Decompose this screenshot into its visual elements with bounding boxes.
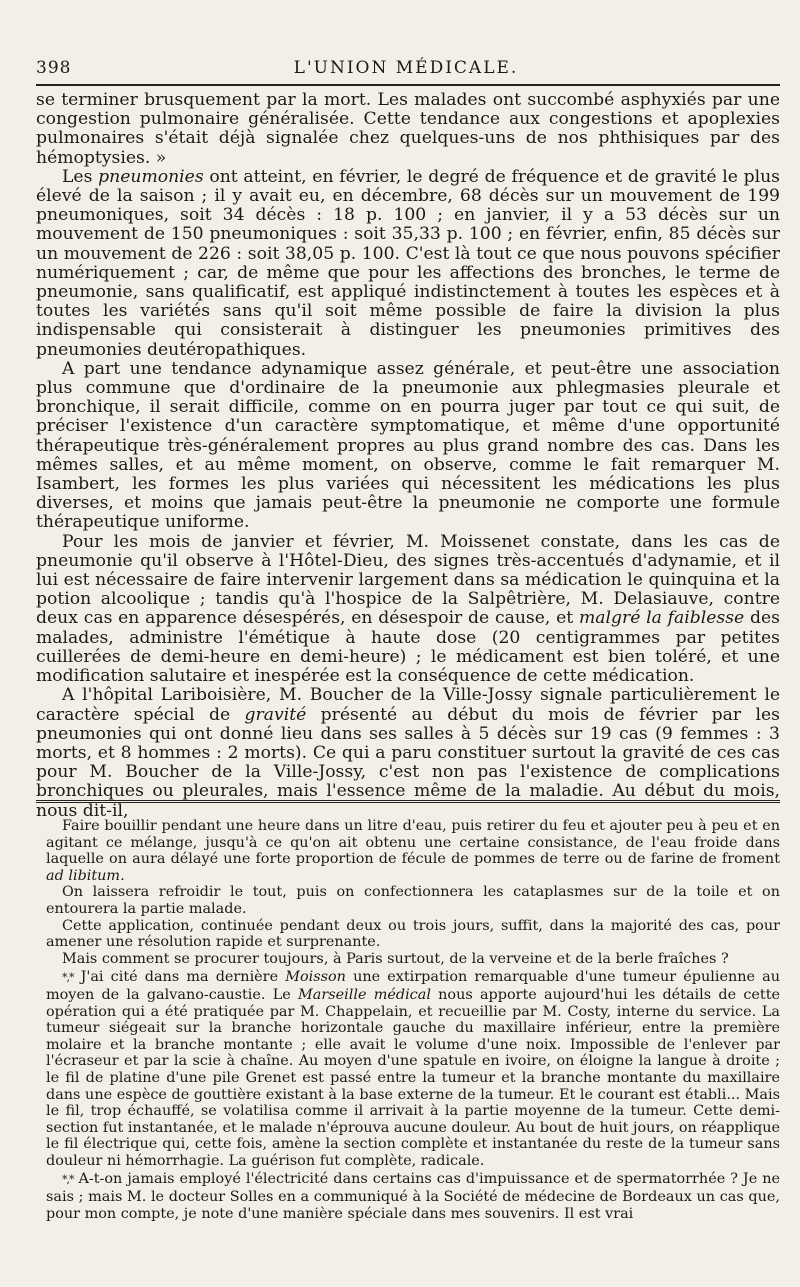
- journal-title: L'UNION MÉDICALE.: [293, 58, 519, 78]
- note-5: [46, 969, 780, 1169]
- header-rule: [36, 84, 780, 86]
- paragraph-2-text-a: Les: [62, 166, 99, 187]
- paragraph-5-text-a: A l'hôpital Lariboisière, M. Boucher de la Ville-Jossy signale particulièrement le caractère spécial de: [36, 685, 780, 725]
- note-2: On laissera refroidir le tout, puis on confectionnera les cataplasmes sur de la toile et on entourera la partie malade.: [46, 884, 780, 917]
- paragraph-1: se terminer brusquement par la mort. Les malades ont succombé asphyxiés par une congestion pulmonaire généralisée. Cette tendance aux congestions et apoplexies pulmonaires s'était déjà signalée chez quelques-uns de nos phthisiques par des hémoptysies. »: [36, 90, 780, 168]
- page-number: 398: [36, 58, 72, 78]
- asterism-icon: *,*: [62, 1173, 74, 1187]
- paragraph-3: A part une tendance adynamique assez générale, et peut-être une association plus commune que d'ordinaire de la pneumonie aux phlegmasies pleurale et bronchique, il serait difficile, comme on en pourra juger par tout ce qui suit, de préciser l'existence d'un caractère symptomatique, et même d'une opportunité thérapeutique très-généralement propres au plus grand nombre des cas. Dans les mêmes salles, et au même moment, on observe, comme le fait remarquer M. Isambert, les formes les plus variées qui nécessitent les médications les plus diverses, et moins que jamais peut-être la pneumonie ne comporte une formule thérapeutique uniforme.: [36, 358, 780, 533]
- paragraph-4: [36, 533, 780, 687]
- note-5-emphasis-1: Moisson: [285, 969, 346, 986]
- note-1: [46, 818, 780, 884]
- note-1-emphasis: ad libitum.: [46, 867, 125, 884]
- paragraph-2: [36, 168, 780, 360]
- note-6-text: A-t-on jamais employé l'électricité dans certains cas d'impuissance et de spermatorrhée ? Je ne sais ; mais M. le docteur Solles en a communiqué à la Société de médecine de Bordeaux un cas que, pour mon compte, je note d'une manière spéciale dans mes souvenirs. Il est vrai: [46, 1171, 780, 1222]
- asterism-icon: *,*: [62, 971, 74, 985]
- note-5-text-b: une extirpation remarquable d'une tumeur épulienne au moyen de la galvano-caustie. Le: [46, 969, 781, 1003]
- note-4: Mais comment se procurer toujours, à Paris surtout, de la verveine et de la berle fraîches ?: [62, 950, 729, 967]
- paragraph-2-text-b: ont atteint, en février, le degré de fréquence et de gravité le plus élevé de la saison ; il y avait eu, en décembre, 68 décès sur un mouvement de 199 pneumoniques, soit 34 décès : 18 p. 100 ; en janvier, il y a 53 décès sur un mouvement de 150 pneumoniques : soit 35,33 p. 100 ; en février, enfin, 85 décès sur un mouvement de 226 : soit 38,05 p. 100. C'est là tout ce que nous pouvons spécifier numériquement ; car, de même que pour les affections des bronches, le terme de pneumonie, sans qualificatif, est appliqué indistinctement à toutes les espèces et à toutes les variétés sans qu'il soit même possible de faire la division la plus indispensable qui consisterait à distinguer les pneumonies primitives des pneumonies deutéropathiques.: [36, 166, 780, 360]
- main-text: [36, 91, 780, 821]
- paragraph-4-text-a: Pour les mois de janvier et février, M. Moissenet constate, dans les cas de pneumonie qu'il observe à l'Hôtel-Dieu, des signes très-accentués d'adynamie, et il lui est nécessaire de faire intervenir largement dans sa médication le quinquina et la potion alcoolique ; tandis qu'à l'hospice de la Salpêtrière, M. Delasiauve, contre deux cas en apparence désespérés, en désespoir de cause, et: [36, 531, 780, 629]
- note-5-text-a: J'ai cité dans ma dernière: [73, 969, 286, 986]
- note-6: [46, 1171, 780, 1222]
- section-rule: [36, 800, 780, 803]
- note-5-emphasis-2: Marseille médical: [298, 986, 431, 1003]
- running-header: [36, 48, 776, 78]
- paragraph-5-emphasis: gravité: [244, 704, 307, 725]
- paragraph-5-text-b: présenté au début du mois de février par les pneumonies qui ont donné lieu dans ses salles à 5 décès sur 19 cas (9 femmes : 3 morts, et 8 hommes : 2 morts). Ce qui a paru constituer surtout la gravité de ces cas pour M. Boucher de la Ville-Jossy, c'est non pas l'existence de complications bronchiques ou pleurales, mais l'essence même de la maladie. Au début du mois, nous dit-il,: [36, 704, 780, 821]
- paragraph-2-emphasis: pneumonies: [98, 166, 204, 187]
- note-1-text: Faire bouillir pendant une heure dans un litre d'eau, puis retirer du feu et ajouter peu à peu et en agitant ce mélange, jusqu'à ce qu'on ait obtenu une certaine consistance, de l'eau froide dans laquelle on aura délayé une forte proportion de fécule de pommes de terre ou de farine de froment: [46, 818, 780, 868]
- note-3: Cette application, continuée pendant deux ou trois jours, suffit, dans la majorité des cas, pour amener une résolution rapide et surprenante.: [46, 917, 780, 951]
- paragraph-4-text-b: des malades, administre l'émétique à haute dose (20 centigrammes par petites cuillerées de demi-heure en demi-heure) ; le médicament est bien toléré, et une modification salutaire et inespérée est la conséquence de cette médication.: [36, 608, 780, 687]
- feuilleton-notes: [46, 818, 780, 1222]
- note-5-text-c: nous apporte aujourd'hui les détails de cette opération qui a été pratiquée par M. Chappelain, et recueillie par M. Costy, interne du service. La tumeur siégeait sur la branche horizontale gauche du maxillaire inférieur, entre la première molaire et la branche montante ; elle avait le volume d'une noix. Impossible de l'enlever par l'écraseur et par la scie à chaîne. Au moyen d'une spatule en ivoire, on éloigne la langue à droite ; le fil de platine d'une pile Grenet est passé entre la tumeur et la branche montante du maxillaire dans une espèce de gouttière existant à la base externe de la tumeur. Et le courant est établi... Mais le fil, trop échauffé, se volatilisa comme il arrivait à la partie moyenne de la tumeur. Cette demi-section fut instantanée, et le malade n'éprouva aucune douleur. Au bout de huit jours, on réapplique le fil électrique qui, cette fois, amène la section complète et instantanée du reste de la tumeur sans douleur ni hémorrhagie. La guérison fut complète, radicale.: [46, 986, 780, 1169]
- paragraph-4-emphasis: malgré la faiblesse: [578, 608, 745, 629]
